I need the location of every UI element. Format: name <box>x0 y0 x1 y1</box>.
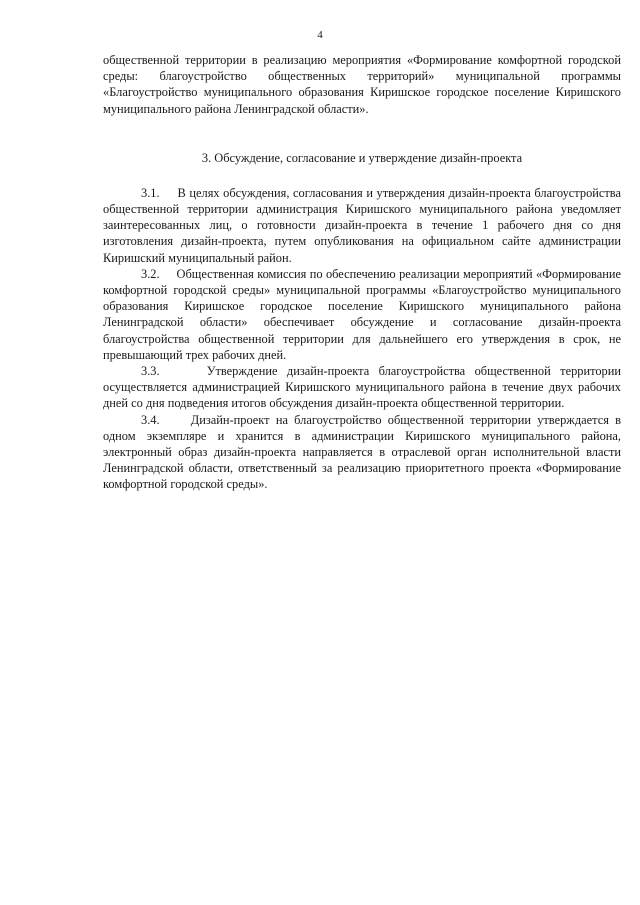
paragraph-3-1: 3.1. В целях обсуждения, согласования и утверждения дизайн-проекта благоустройства общественной территории администрация Киришского муниципального района уведомляет заинтересованных лиц, о готовности дизайн-проекта в течение 1 рабочего дня со дня изготовления дизайн-проекта, путем опубликования на официальном сайте администрации Киришский муниципальный район. <box>103 185 621 265</box>
intro-paragraph: общественной территории в реализацию мероприятия «Формирование комфортной городской среды: благоустройство общественных территорий» муниципальной программы «Благоустройство муниципального образования Киришское городское поселение Киришского муниципального района Ленинградской области». <box>103 53 621 116</box>
section-heading: 3. Обсуждение, согласование и утверждение дизайн-проекта <box>201 150 523 165</box>
document-body <box>103 52 621 493</box>
page-number: 4 <box>317 29 323 41</box>
paragraph-3-3: 3.3. Утверждение дизайн-проекта благоустройства общественной территории осуществляется администрацией Киришского муниципального района в течение двух рабочих дней со дня подведения итогов обсуждения дизайн-проекта общественной территории. <box>103 364 621 411</box>
paragraph-3-2: 3.2. Общественная комиссия по обеспечению реализации мероприятий «Формирование комфортной городской среды» муниципальной программы «Благоустройство муниципального образования Киришское городское поселение Киришского муниципального района Ленинградской области» обеспечивает обсуждение и согласование дизайн-проекта благоустройства общественной территории для дальнейшего его утверждения в срок, не превышающий трех рабочих дней. <box>103 266 621 362</box>
paragraph-3-4: 3.4. Дизайн-проект на благоустройство общественной территории утверждается в одном экземпляре и хранится в администрации Киришского муниципального района, электронный образ дизайн-проекта направляется в отраслевой орган исполнительной власти Ленинградской области, ответственный за реализацию приоритетного проекта «Формирование комфортной городской среды». <box>103 412 621 492</box>
